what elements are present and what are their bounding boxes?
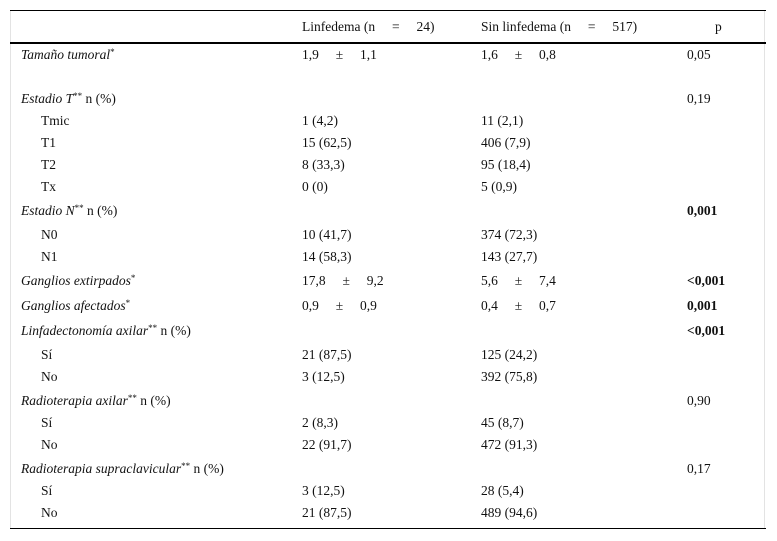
- table-row: [0, 390, 777, 412]
- linfedema-value: 0 (0): [302, 179, 328, 194]
- header-sin-linfedema: Sin linfedema (n = 517): [481, 19, 638, 34]
- row-label: Sí: [41, 483, 53, 498]
- linfedema-value: 15 (62,5): [302, 135, 352, 150]
- bottom-rule: [10, 528, 766, 529]
- top-rule: [10, 10, 766, 11]
- sin-linfedema-value: 489 (94,6): [481, 505, 538, 520]
- sin-linfedema-value: 45 (8,7): [481, 415, 524, 430]
- sin-linfedema-value: 392 (75,8): [481, 369, 538, 384]
- sin-linfedema-value: 5,6 ± 7,4: [481, 273, 556, 288]
- row-label: N1: [41, 249, 58, 264]
- sin-linfedema-value: 406 (7,9): [481, 135, 531, 150]
- p-value: <0,001: [687, 323, 726, 338]
- linfedema-value: 10 (41,7): [302, 227, 352, 242]
- table-row: [0, 502, 777, 524]
- table-row: [0, 344, 777, 366]
- p-value: 0,001: [687, 203, 718, 218]
- sin-linfedema-value: 143 (27,7): [481, 249, 538, 264]
- table-row: [0, 154, 777, 176]
- table-row: [0, 270, 777, 292]
- row-label: No: [41, 369, 58, 384]
- table-row: [0, 88, 777, 110]
- row-label: T2: [41, 157, 56, 172]
- p-value: 0,19: [687, 91, 711, 106]
- sin-linfedema-value: 125 (24,2): [481, 347, 538, 362]
- table-row: [0, 480, 777, 502]
- header-linfedema: Linfedema (n = 24): [302, 19, 435, 34]
- linfedema-value: 22 (91,7): [302, 437, 352, 452]
- sin-linfedema-value: 1,6 ± 0,8: [481, 47, 556, 62]
- table-row: [0, 434, 777, 456]
- table-row: [0, 295, 777, 317]
- row-label: Estadio N** n (%): [21, 203, 118, 218]
- table-row: [0, 412, 777, 434]
- row-label: T1: [41, 135, 56, 150]
- table-row: [0, 320, 777, 342]
- table-row: [0, 132, 777, 154]
- table-row: [0, 110, 777, 132]
- p-value: 0,17: [687, 461, 711, 476]
- row-label: Radioterapia axilar** n (%): [21, 393, 171, 408]
- sin-linfedema-value: 11 (2,1): [481, 113, 524, 128]
- row-label: No: [41, 437, 58, 452]
- linfedema-value: 2 (8,3): [302, 415, 338, 430]
- linfedema-value: 14 (58,3): [302, 249, 352, 264]
- row-label: Estadio T** n (%): [21, 91, 116, 106]
- sin-linfedema-value: 5 (0,9): [481, 179, 517, 194]
- row-label: Ganglios extirpados*: [21, 273, 136, 288]
- p-value: 0,05: [687, 47, 711, 62]
- p-value: 0,90: [687, 393, 711, 408]
- sin-linfedema-value: 0,4 ± 0,7: [481, 298, 556, 313]
- row-label: Tx: [41, 179, 56, 194]
- table-row: [0, 458, 777, 480]
- row-label: Sí: [41, 347, 53, 362]
- row-label: Tmic: [41, 113, 70, 128]
- row-label: No: [41, 505, 58, 520]
- row-label: Sí: [41, 415, 53, 430]
- row-label: N0: [41, 227, 58, 242]
- row-label: Linfadectonomía axilar** n (%): [21, 323, 191, 338]
- linfedema-value: 17,8 ± 9,2: [302, 273, 384, 288]
- sin-linfedema-value: 28 (5,4): [481, 483, 524, 498]
- row-label: Tamaño tumoral*: [21, 47, 115, 62]
- table-row: [0, 246, 777, 268]
- linfedema-value: 3 (12,5): [302, 483, 345, 498]
- sin-linfedema-value: 374 (72,3): [481, 227, 538, 242]
- linfedema-value: 21 (87,5): [302, 505, 352, 520]
- table-row: [0, 176, 777, 198]
- linfedema-value: 1,9 ± 1,1: [302, 47, 377, 62]
- linfedema-value: 0,9 ± 0,9: [302, 298, 377, 313]
- linfedema-value: 1 (4,2): [302, 113, 338, 128]
- linfedema-value: 21 (87,5): [302, 347, 352, 362]
- sin-linfedema-value: 95 (18,4): [481, 157, 531, 172]
- p-value: 0,001: [687, 298, 718, 313]
- header-p: p: [715, 19, 722, 34]
- sin-linfedema-value: 472 (91,3): [481, 437, 538, 452]
- table-row: [0, 224, 777, 246]
- table-row: [0, 366, 777, 388]
- linfedema-value: 8 (33,3): [302, 157, 345, 172]
- row-label: Ganglios afectados*: [21, 298, 131, 313]
- p-value: <0,001: [687, 273, 726, 288]
- table-row: [0, 44, 777, 66]
- row-label: Radioterapia supraclavicular** n (%): [21, 461, 224, 476]
- table-row: [0, 200, 777, 222]
- linfedema-value: 3 (12,5): [302, 369, 345, 384]
